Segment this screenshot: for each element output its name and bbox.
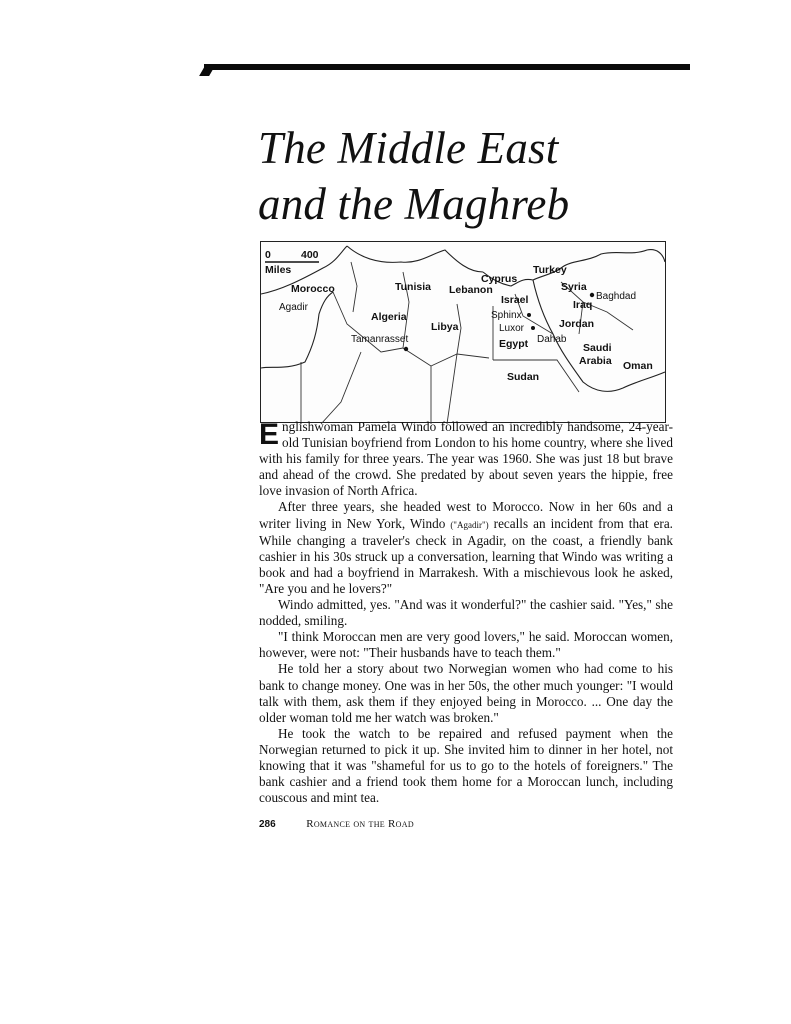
label-egypt: Egypt bbox=[499, 338, 529, 350]
page-footer bbox=[259, 818, 559, 830]
label-lebanon: Lebanon bbox=[449, 284, 493, 296]
article-body bbox=[259, 419, 673, 806]
label-oman: Oman bbox=[623, 360, 653, 372]
label-israel: Israel bbox=[501, 294, 529, 306]
label-turkey: Turkey bbox=[533, 264, 567, 276]
paragraph-5: He told her a story about two Norwegian women who had come to his bank to change money. One was in her 50s, the other much younger: "I would talk with them, ask them if they enjoyed being in Morocco. ... One day the older woman told me her watch was broken." bbox=[259, 661, 673, 725]
label-dahab: Dahab bbox=[537, 334, 567, 345]
paragraph-1 bbox=[259, 419, 673, 499]
map-coastlines bbox=[261, 246, 665, 391]
luxor-dot bbox=[531, 326, 535, 330]
title-line-1: The Middle East bbox=[258, 123, 559, 173]
scale-unit: Miles bbox=[265, 264, 292, 276]
label-sphinx: Sphinx bbox=[491, 310, 522, 321]
label-tamanrasset: Tamanrasset bbox=[351, 334, 409, 345]
label-tunisia: Tunisia bbox=[395, 281, 431, 293]
running-title: Romance on the Road bbox=[306, 818, 414, 830]
label-iraq: Iraq bbox=[573, 299, 593, 311]
label-luxor: Luxor bbox=[499, 323, 525, 334]
label-libya: Libya bbox=[431, 321, 459, 333]
paragraph-3: Windo admitted, yes. "And was it wonderful?" the cashier said. "Yes," she nodded, smiling. bbox=[259, 597, 673, 629]
chapter-title bbox=[258, 120, 698, 232]
paragraph-6: He took the watch to be repaired and refused payment when the Norwegian returned to pick it up. She invited him to dinner in her hotel, not knowing that it was "shameful for us to go to the hotels of foreigners." The bank cashier and a friend took them home for a Moroccan lunch, including couscous and mint tea. bbox=[259, 725, 673, 806]
sphinx-dot bbox=[527, 313, 531, 317]
label-baghdad: Baghdad bbox=[596, 291, 637, 302]
agadir-note: ("Agadir") bbox=[450, 519, 489, 530]
label-sudan: Sudan bbox=[507, 371, 540, 383]
paragraph-2-text-a: After three years, she headed west to Morocco. Now in her 60s and a writer living in New York, Windo bbox=[259, 499, 673, 531]
label-jordan: Jordan bbox=[559, 318, 595, 330]
page-number: 286 bbox=[259, 819, 276, 830]
region-map bbox=[260, 241, 666, 423]
label-cyprus: Cyprus bbox=[481, 273, 518, 285]
paragraph-2 bbox=[259, 499, 673, 597]
label-morocco: Morocco bbox=[291, 283, 335, 295]
label-arabia: Arabia bbox=[579, 355, 612, 367]
paragraph-2-text-b: recalls an incident from that era. While changing a traveler's check in Agadir, on the coast, a friendly bank cashier in his 30s struck up a conversation, learning that Windo was writing a book and had a boyfriend in Marrakesh. With a mischievous look he asked, "Are you and he lovers?" bbox=[259, 515, 673, 596]
scale-zero: 0 bbox=[265, 249, 271, 261]
label-syria: Syria bbox=[561, 281, 587, 293]
drop-cap: E bbox=[259, 418, 280, 451]
label-agadir: Agadir bbox=[279, 302, 308, 313]
baghdad-dot bbox=[590, 293, 594, 297]
header-rule bbox=[204, 64, 690, 70]
label-saudi: Saudi bbox=[583, 342, 612, 354]
tamanrasset-dot bbox=[404, 347, 408, 351]
map-drawing bbox=[261, 242, 667, 424]
scale-value: 400 bbox=[301, 249, 319, 261]
paragraph-4: "I think Moroccan men are very good lovers," he said. Moroccan women, however, were not: "Their husbands have to teach them." bbox=[259, 629, 673, 661]
label-algeria: Algeria bbox=[371, 311, 407, 323]
title-line-2: and the Maghreb bbox=[258, 179, 570, 229]
map-scale bbox=[265, 249, 319, 276]
paragraph-1-text: nglishwoman Pamela Windo followed an incredibly handsome, 24-year-old Tunisian boyfriend from London to his home country, where she lived with his family for three years. The year was 1960. She was just 18 but brave and ahead of the crowd. She predated by about seven years the hippie, free love invasion of North Africa. bbox=[259, 419, 673, 499]
